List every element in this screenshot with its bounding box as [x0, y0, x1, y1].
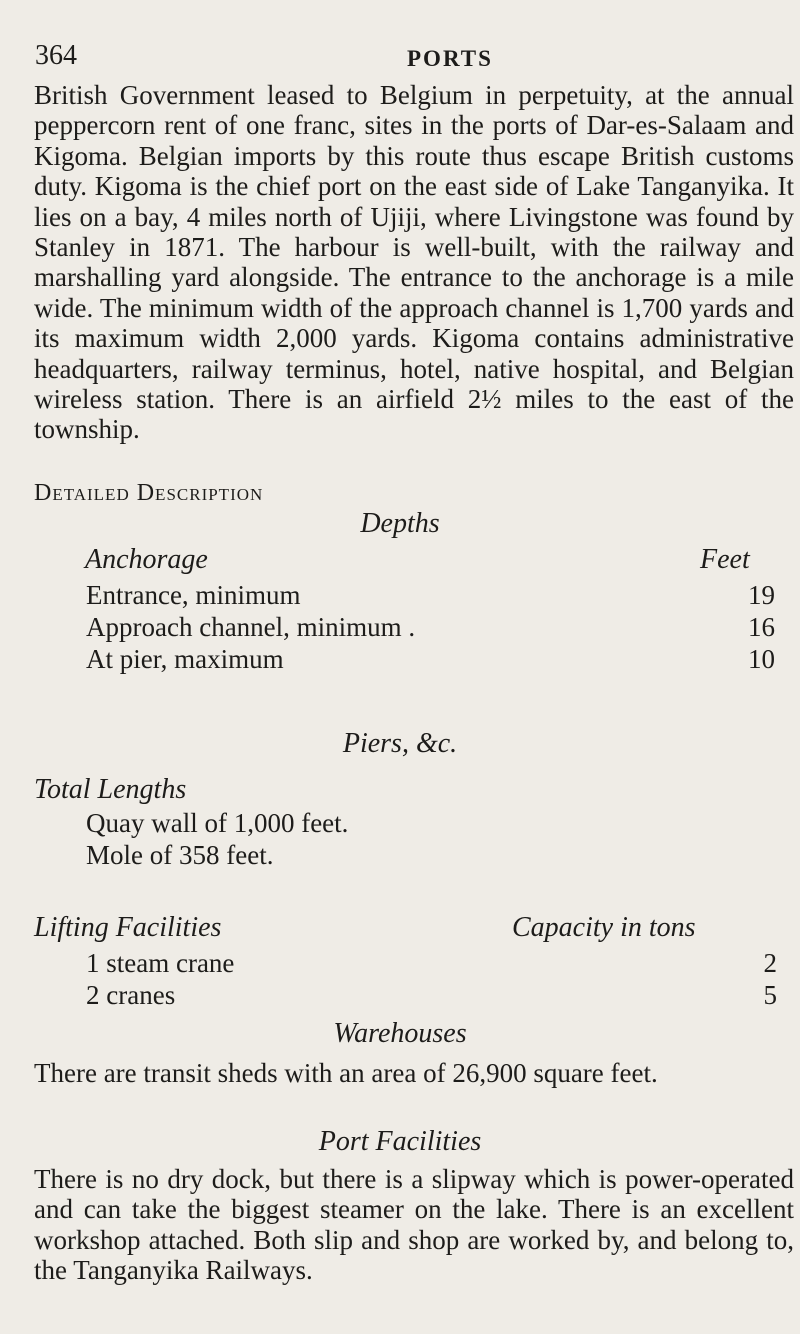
- piers-subtitle: Total Lengths: [34, 774, 187, 805]
- piers-title: Piers, &c.: [342, 728, 458, 759]
- depth-value: 10: [748, 644, 775, 674]
- depth-value: 16: [748, 612, 775, 642]
- depth-value: 19: [748, 580, 775, 610]
- crane-capacity: 5: [763, 980, 777, 1010]
- depths-title: Depths: [360, 508, 440, 539]
- pier-length-item: Mole of 358 feet.: [86, 840, 274, 870]
- crane-label: 1 steam crane: [86, 948, 235, 978]
- port-facilities-title: Port Facilities: [318, 1126, 482, 1157]
- page-number: 364: [35, 40, 77, 71]
- intro-paragraph: British Government leased to Belgium in perpetuity, at the annual peppercorn rent of one franc, sites in the ports of Dar-es-Salaam and Kigoma. Belgian imports by this route thus escape British customs duty. Kigoma is the chief port on the east side of Lake Tanganyika. It lies on a bay, 4 miles north of Ujiji, where Livingstone was found by Stanley in 1871. The harbour is well-built, with the railway and marshalling yard alongside. The entrance to the anchorage is a mile wide. The minimum width of the approach channel is 1,700 yards and its maximum width 2,000 yards. Kigoma contains administrative headquarters, railway terminus, hotel, native hospital, and Belgian wireless station. There is an airfield 2½ miles to the east of the township.: [34, 80, 794, 445]
- section-heading: Detailed Description: [34, 480, 264, 506]
- crane-label: 2 cranes: [86, 980, 176, 1010]
- depths-col-left: Anchorage: [85, 544, 208, 575]
- depth-label: Approach channel, minimum .: [86, 612, 416, 642]
- crane-capacity: 2: [763, 948, 777, 978]
- warehouses-text: There are transit sheds with an area of 26,900 square feet.: [34, 1058, 658, 1088]
- lifting-col-right: Capacity in tons: [512, 912, 696, 943]
- pier-length-item: Quay wall of 1,000 feet.: [86, 808, 349, 838]
- depth-label: Entrance, minimum: [86, 580, 301, 610]
- running-head: PORTS: [407, 46, 493, 71]
- depths-col-right: Feet: [700, 544, 750, 575]
- port-facilities-text: There is no dry dock, but there is a slipway which is power-operated and can take the biggest steamer on the lake. There is an excellent workshop attached. Both slip and shop are worked by, and belong to, the Tanganyika Railways.: [34, 1164, 794, 1286]
- lifting-col-left: Lifting Facilities: [34, 912, 222, 943]
- depth-label: At pier, maximum: [86, 644, 284, 674]
- warehouses-title: Warehouses: [333, 1018, 467, 1049]
